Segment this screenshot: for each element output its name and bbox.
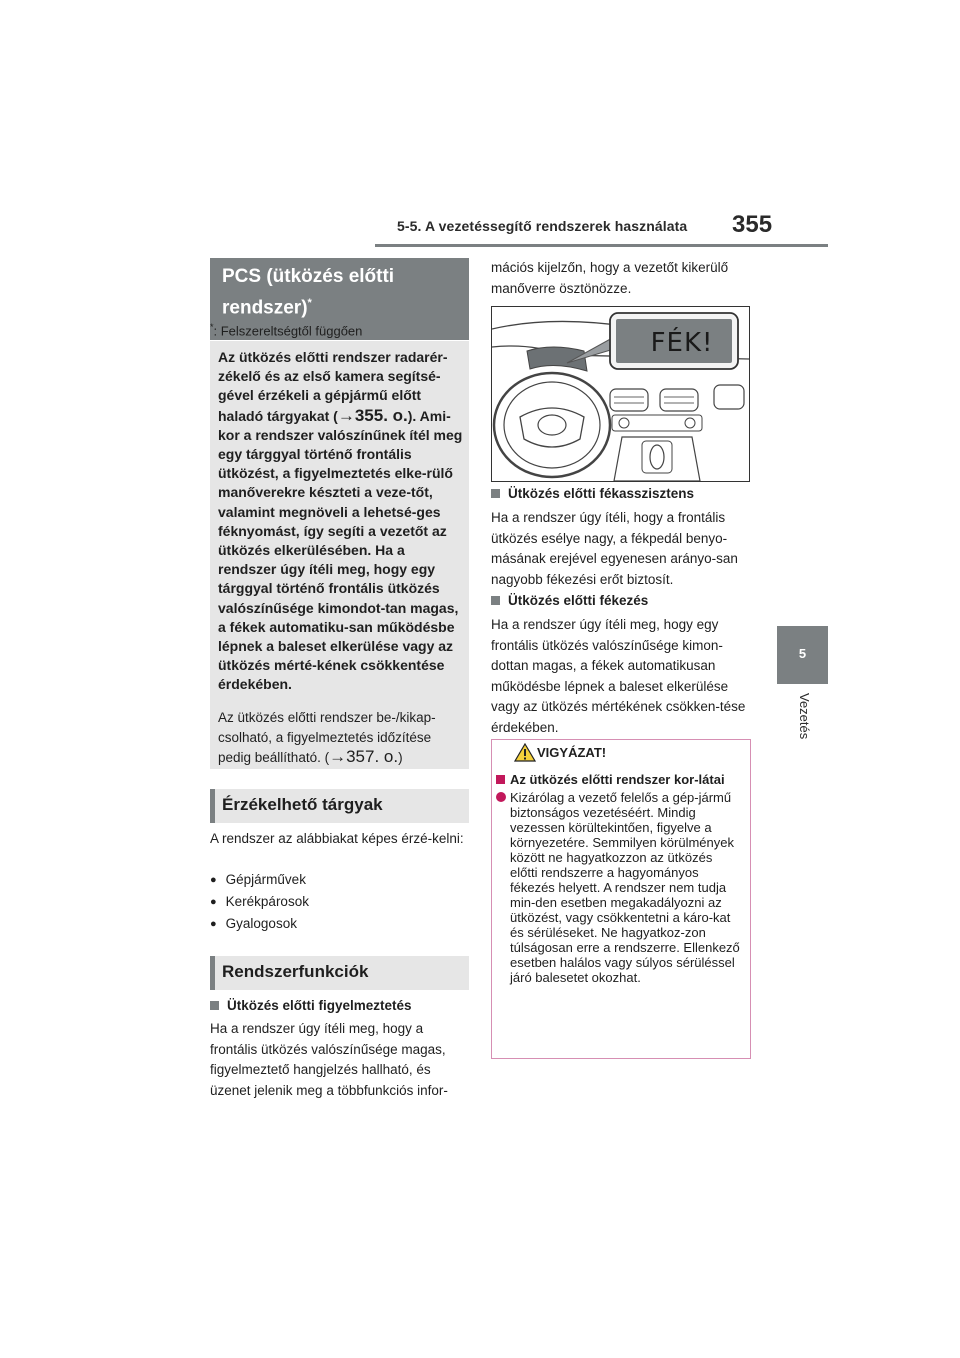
brake-assist-subheading [491,486,694,501]
braking-text: Ha a rendszer úgy ítéli meg, hogy egy frontális ütközés valószínűsége kimon-dottan magas, a fékek automatikusan működésbe lépnek a baleset elkerülése vagy az ütközés mértékének csökken-tése érdekében. [491,617,746,735]
list-item: ● Gyalogosok [210,914,297,936]
note-ref-link[interactable]: 357. o. [346,747,399,766]
detectable-heading: Érzékelhető tárgyak [222,795,383,814]
pcs-heading-line1: PCS (ütközés előtti [222,266,395,287]
detectable-lead: A rendszer az alábbiakat képes érzé-kelni: [210,831,464,846]
warning-text: Ha a rendszer úgy ítéli meg, hogy a frontális ütközés valószínűsége magas, figyelmeztető hangjelzés hallható, és üzenet jelenik meg a többfunkciós infor- [210,1021,448,1098]
list-item: ● Kerékpárosok [210,892,309,914]
functions-heading: Rendszerfunkciók [222,962,369,981]
intro-note-text: Az ütközés előtti rendszer be-/kikap-csolható, a figyelmeztetés időzítése pedig beállítható. ( [218,710,436,765]
square-bullet-icon [210,1001,219,1010]
warning-subheading-text: Ütközés előtti figyelmeztetés [227,998,412,1013]
braking-subheading-text: Ütközés előtti fékezés [508,593,649,608]
footnote [210,322,362,338]
pcs-heading-line2: rendszer) [222,297,308,319]
caution-content [496,772,742,985]
intro-summary-text: Az ütközés előtti rendszer radarér-zékelő és az első kamera segítsé-gével érzékeli a gépjármű előtt haladó tárgyakat ( [218,349,448,424]
page-ref-arrow: → [337,405,355,425]
caution-subtitle [496,772,742,787]
warning-triangle-icon [514,743,536,762]
section-title: 5-5. A vezetéssegítő rendszerek használata [397,218,688,234]
dot-bullet-icon [496,792,506,802]
page-ref-link[interactable]: 355. o. [354,405,408,425]
caution-subtitle-text: Az ütközés előtti rendszer kor-látai [510,772,725,787]
caution-title: VIGYÁZAT! [537,745,607,760]
brake-warning-message: FÉK! [650,328,714,358]
intro-summary-text-2: ). Ami-kor a rendszer valószínűnek ítél meg egy tárggyal történő frontális ütközést, a figyelmeztetés elke-rülő manőverekre készteti a veze-tőt, valamint megnöveli a lehetsé-ges féknyomást, így segíti a vezetőt az ütközés elkerülésében. Ha a rendszer úgy ítéli meg, hogy egy tárggyal történő frontális ütközés valószínűsége kimondot-tan magas, a fékek automatiku-san működésbe lépnek a baleset elkerülése vagy az ütközés mérté-kének csökkentése érdekében. [218,407,463,693]
note-ref-arrow: → [329,747,347,766]
dashboard-illustration [491,306,750,482]
intro-note [218,708,463,768]
warning-subheading [210,998,412,1013]
warning-text-continued: mációs kijelzőn, hogy a vezetőt kikerülő manőverre ösztönözze. [491,260,729,296]
braking-subheading [491,593,648,608]
brake-assist-text: Ha a rendszer úgy ítéli, hogy a frontális ütközés esélye nagy, a fékpedál benyo-másának erejével egyenesen arányo-san nagyobb fékezési erőt biztosít. [491,510,738,587]
intro-summary [218,348,463,695]
square-bullet-icon [491,596,500,605]
square-bullet-icon [496,775,505,784]
caution-body-text: Kizárólag a vezető felelős a gép-jármű biztonságos vezetéséért. Mindig vezessen körültekintően, figyelve a környezetére. Semmilyen körülmények között ne hagyatkozzon az ütközés előtti rendszerre a hagyományos fékezés helyett. A rendszer nem tudja min-den esetben megakadályozni az ütközést, vagy csökkentetni a káro-kat és sérüléseket. Ne hagyatkoz-zon túlságosan erre a rendszerre. Ellenkező esetben halálos vagy súlyos sérüléssel járó balesetet okozhat. [510,790,740,985]
chapter-number: 5 [798,646,807,661]
pcs-heading [222,264,462,321]
brake-assist-subheading-text: Ütközés előtti fékasszisztens [508,486,695,501]
list-item: ● Gépjárművek [210,870,306,892]
pcs-heading-mark: * [307,297,312,309]
page-number: 355 [732,211,773,238]
square-bullet-icon [491,489,500,498]
caution-item [496,790,742,985]
footnote-mark: * [210,322,214,332]
chapter-label: Vezetés [797,693,812,740]
header-rule [375,244,828,247]
footnote-text: : Felszereltségtől függően [213,323,363,339]
intro-note-close: ) [398,750,403,765]
